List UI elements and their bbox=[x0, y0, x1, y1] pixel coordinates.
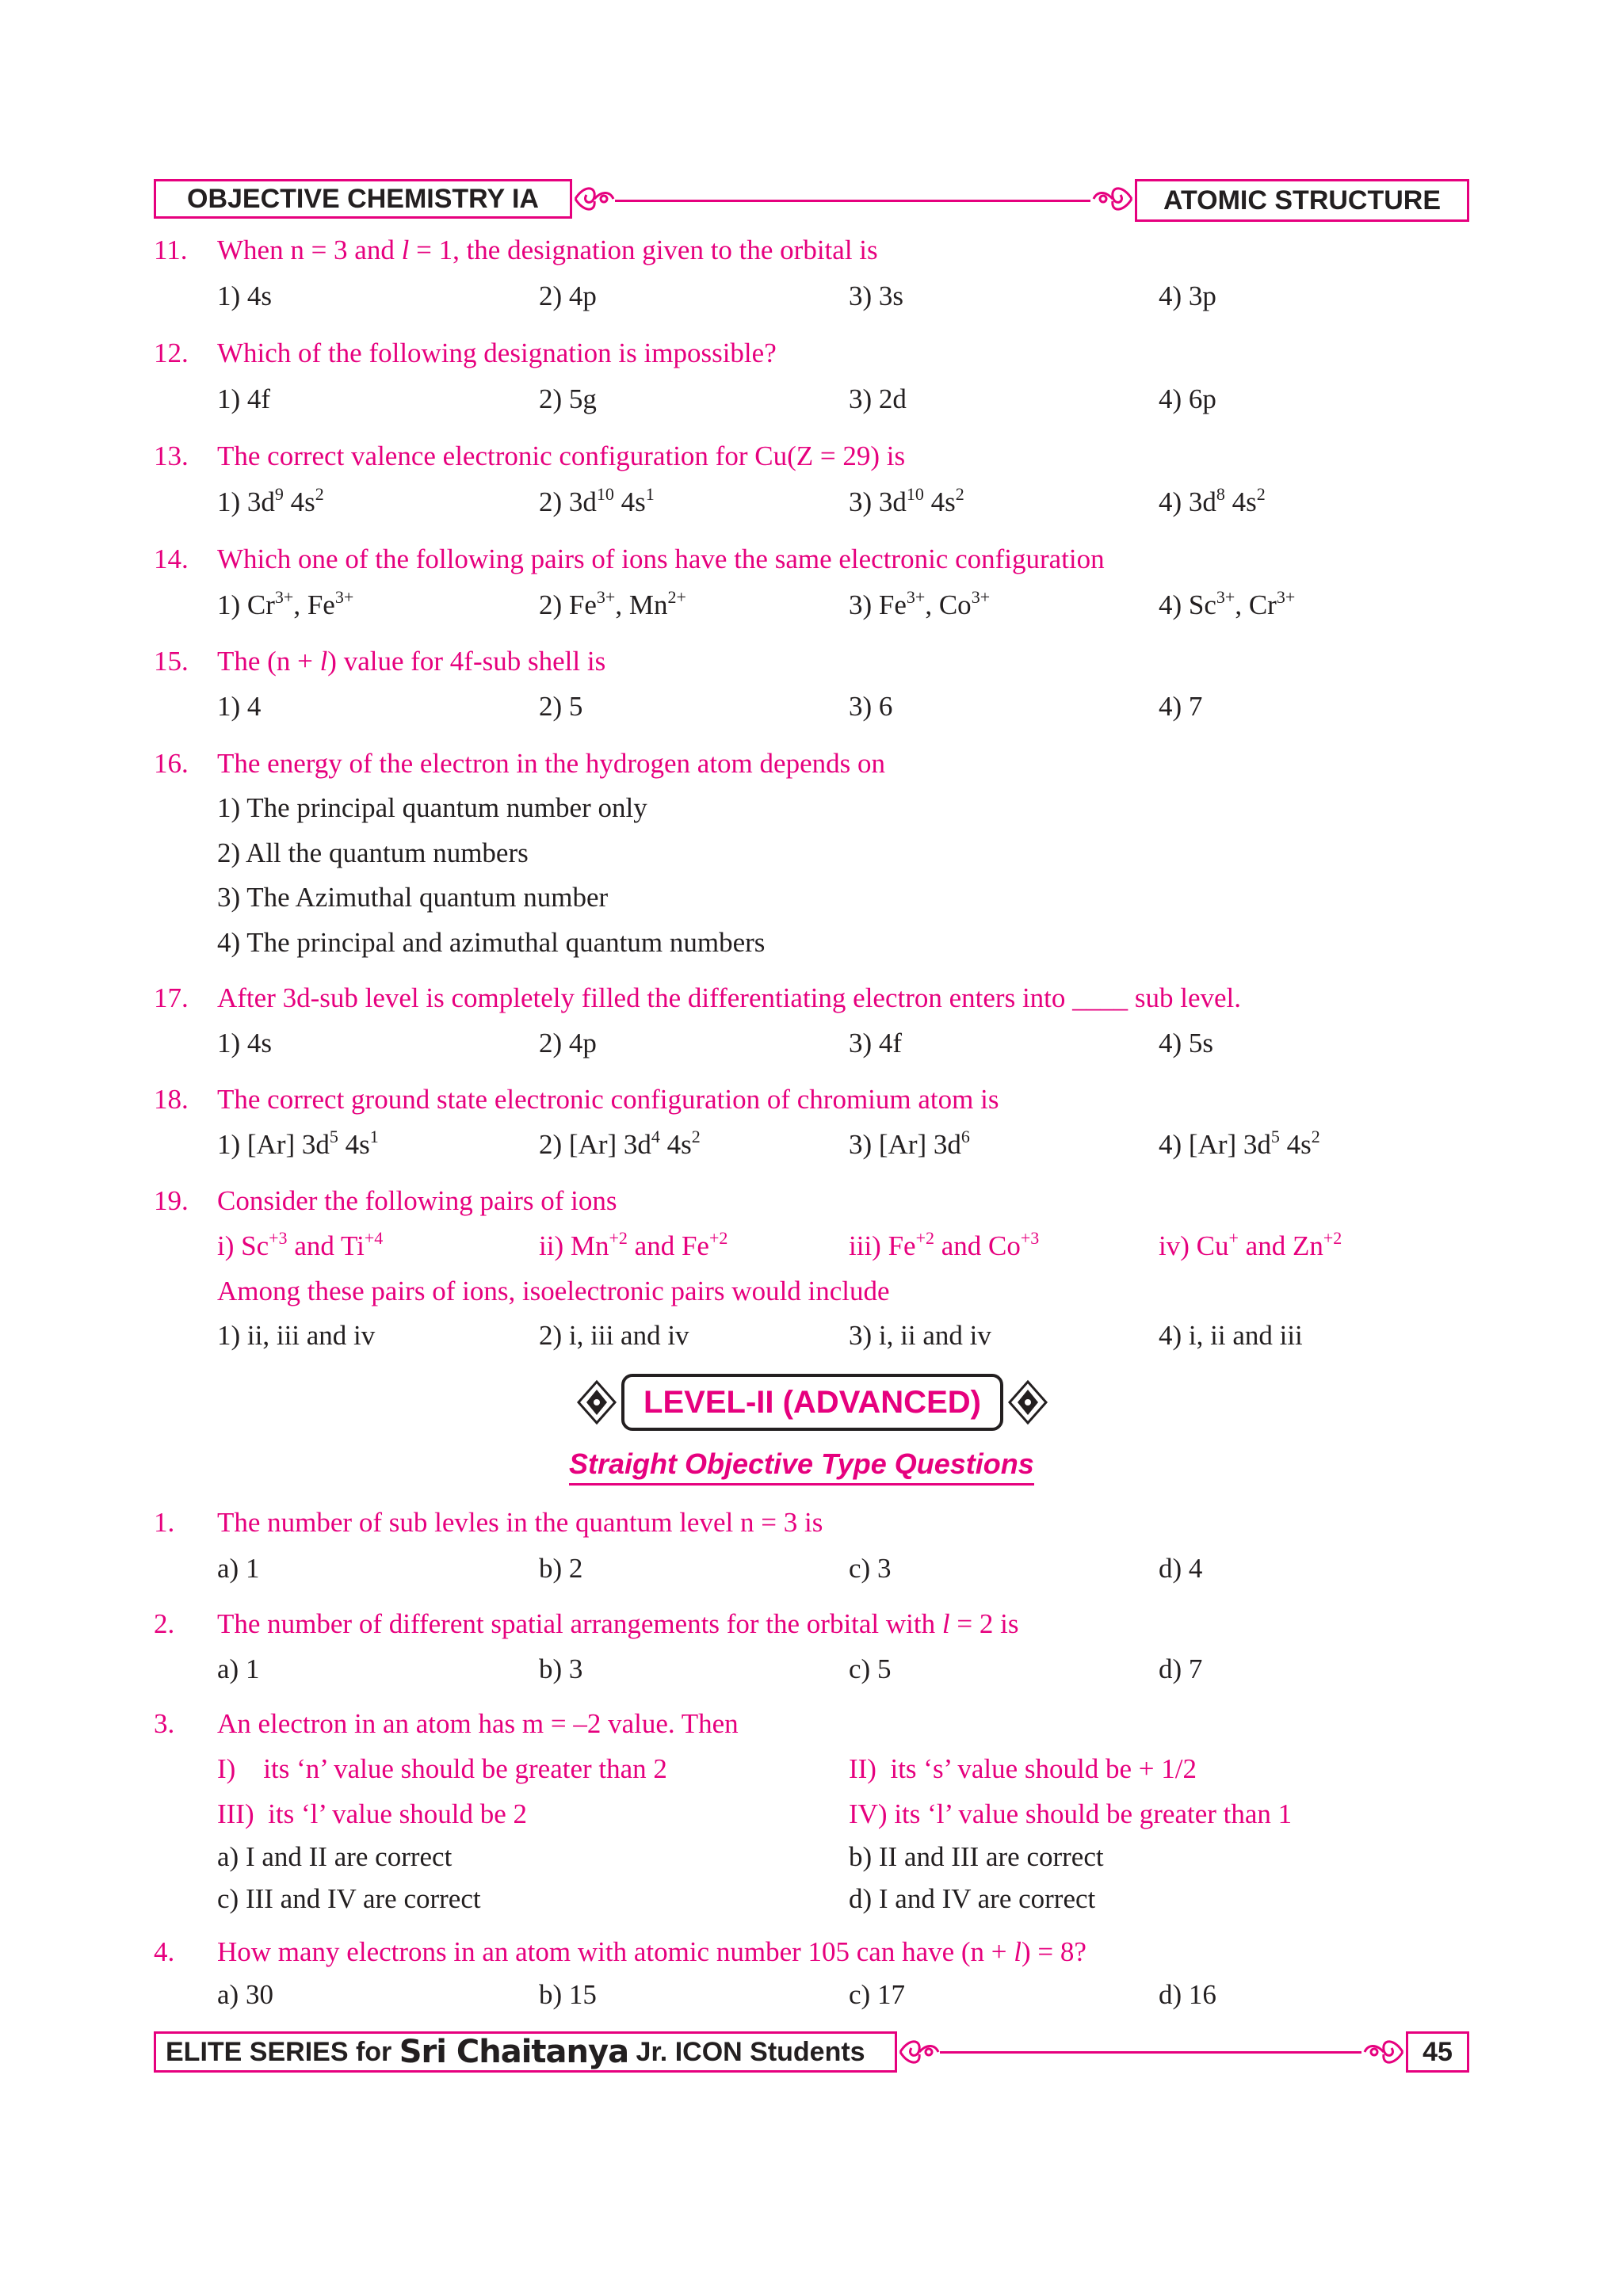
option: 4) 3p bbox=[1159, 280, 1216, 311]
option: 2) 5g bbox=[539, 383, 597, 414]
footer-left-ornament bbox=[897, 2031, 941, 2073]
question-text: The correct ground state electronic configuration of chromium atom is bbox=[217, 1084, 999, 1115]
option: d) 16 bbox=[1159, 1979, 1216, 2010]
statement: II) its ‘s’ value should be + 1/2 bbox=[849, 1753, 1197, 1784]
option: 1) 4f bbox=[217, 383, 271, 414]
option: 3) 6 bbox=[849, 691, 893, 722]
header-right-ornament bbox=[1090, 179, 1135, 219]
ion-pair: iv) Cu+ and $Zn^{+2}$ bbox=[1159, 1228, 1342, 1261]
option: b) II and III are correct bbox=[849, 1841, 1104, 1872]
option: c) 3 bbox=[849, 1553, 892, 1584]
question-number: 3. bbox=[154, 1708, 175, 1739]
option: 4) $3d^8$ $4s^2$ bbox=[1159, 484, 1266, 517]
option: 3) $3d^{10}$ $4s^2$ bbox=[849, 484, 964, 517]
option: 1) 4 bbox=[217, 691, 262, 722]
option: b) 2 bbox=[539, 1553, 583, 1584]
header-rule bbox=[615, 200, 1090, 202]
option: a) 30 bbox=[217, 1979, 273, 2010]
option: 1) The principal quantum number only bbox=[217, 792, 647, 823]
question-text: The energy of the electron in the hydrogen atom depends on bbox=[217, 748, 885, 779]
question-number: 2. bbox=[154, 1608, 175, 1639]
footer-brand: Sri Chaitanya bbox=[399, 2034, 629, 2070]
option: 2) 4p bbox=[539, 1028, 597, 1058]
question-text: The correct valence electronic configuration for Cu(Z = 29) is bbox=[217, 441, 906, 471]
option: 1) [Ar] $3d^5$ $4s^1$ bbox=[217, 1127, 379, 1160]
option: 4) i, ii and iii bbox=[1159, 1320, 1303, 1351]
footer-students-text: Jr. ICON Students bbox=[628, 2036, 865, 2067]
option: 2) [Ar] $3d^4$ $4s^2$ bbox=[539, 1127, 701, 1160]
option: 2) All the quantum numbers bbox=[217, 837, 529, 868]
header-left-ornament bbox=[572, 179, 617, 219]
option: c) 5 bbox=[849, 1653, 892, 1684]
option: 3) 4f bbox=[849, 1028, 903, 1058]
option: 1) ii, iii and iv bbox=[217, 1320, 376, 1351]
option: 4) [Ar] $3d^5$ $4s^2$ bbox=[1159, 1127, 1320, 1160]
statement: I) its ‘n’ value should be greater than 2 bbox=[217, 1753, 667, 1784]
question-number: 11. bbox=[154, 235, 188, 265]
question-text: Consider the following pairs of ions bbox=[217, 1185, 617, 1216]
option: 3) $Fe^{3+}$, $Co^{3+}$ bbox=[849, 587, 991, 620]
statement: III) its ‘l’ value should be 2 bbox=[217, 1798, 528, 1829]
level-title-box bbox=[621, 1374, 1003, 1431]
option: d) 7 bbox=[1159, 1653, 1203, 1684]
question-number: 18. bbox=[154, 1084, 189, 1115]
option: a) 1 bbox=[217, 1653, 260, 1684]
question-number: 16. bbox=[154, 748, 189, 779]
footer-rule bbox=[940, 2051, 1361, 2054]
option: 1) $3d^9$ $4s^2$ bbox=[217, 484, 324, 517]
question-text: How many electrons in an atom with atomic number 105 can have (n + l) = 8? bbox=[217, 1936, 1086, 1967]
page-number-box bbox=[1406, 2031, 1469, 2073]
question-number: 12. bbox=[154, 338, 189, 368]
option: 2) 5 bbox=[539, 691, 583, 722]
question-number: 14. bbox=[154, 543, 189, 574]
question-text: Which of the following designation is impossible? bbox=[217, 338, 777, 368]
option: 2) $Fe^{3+}$, $Mn^{2+}$ bbox=[539, 587, 686, 620]
option: 2) i, iii and iv bbox=[539, 1320, 689, 1351]
question-text: The number of sub levles in the quantum level n = 3 is bbox=[217, 1507, 823, 1538]
statement: IV) its ‘l’ value should be greater than 1 bbox=[849, 1798, 1293, 1829]
page-number: 45 bbox=[1423, 2036, 1453, 2067]
level-title: LEVEL-II (ADVANCED) bbox=[643, 1384, 981, 1420]
question-number: 4. bbox=[154, 1936, 175, 1967]
level-right-ornament bbox=[1006, 1379, 1049, 1426]
question-19-continuation: Among these pairs of ions, isoelectronic pairs would include bbox=[217, 1276, 890, 1306]
header-left-box bbox=[154, 179, 572, 219]
question-text: The number of different spatial arrangements for the orbital with l = 2 is bbox=[217, 1608, 1019, 1639]
option: 4) The principal and azimuthal quantum numbers bbox=[217, 927, 766, 958]
option: c) III and IV are correct bbox=[217, 1883, 481, 1914]
question-number: 1. bbox=[154, 1507, 175, 1538]
header-right-title: ATOMIC STRUCTURE bbox=[1163, 185, 1442, 215]
question-number: 17. bbox=[154, 982, 189, 1013]
question-text: Which one of the following pairs of ions have the same electronic configuration bbox=[217, 543, 1105, 574]
option: b) 15 bbox=[539, 1979, 597, 2010]
question-text: After 3d-sub level is completely filled the differentiating electron enters into ____ sub level. bbox=[217, 982, 1242, 1013]
option: 2) $3d^{10}$ $4s^1$ bbox=[539, 484, 655, 517]
option: a) 1 bbox=[217, 1553, 260, 1584]
option: a) I and II are correct bbox=[217, 1841, 453, 1872]
ion-pair: ii) $Mn^{+2}$ and $Fe^{+2}$ bbox=[539, 1228, 728, 1261]
option: b) 3 bbox=[539, 1653, 583, 1684]
option: 3) The Azimuthal quantum number bbox=[217, 882, 609, 913]
question-number: 15. bbox=[154, 646, 189, 677]
option: 4) 5s bbox=[1159, 1028, 1214, 1058]
footer-right-ornament bbox=[1361, 2031, 1406, 2073]
option: d) I and IV are correct bbox=[849, 1883, 1096, 1914]
option: 4) 6p bbox=[1159, 383, 1216, 414]
ion-pair: i) $Sc^{+3}$ and $Ti^{+4}$ bbox=[217, 1228, 384, 1261]
question-number: 13. bbox=[154, 441, 189, 471]
header-left-title: OBJECTIVE CHEMISTRY IA bbox=[187, 183, 539, 214]
option: 2) 4p bbox=[539, 280, 597, 311]
option: d) 4 bbox=[1159, 1553, 1203, 1584]
question-text: The (n + l) value for 4f-sub shell is bbox=[217, 646, 606, 677]
option: 3) 2d bbox=[849, 383, 907, 414]
footer-left-box bbox=[154, 2031, 897, 2073]
question-text: An electron in an atom has m = –2 value. Then bbox=[217, 1708, 739, 1739]
footer-series-text: ELITE SERIES for bbox=[166, 2036, 399, 2067]
option: 1) 4s bbox=[217, 1028, 273, 1058]
option: c) 17 bbox=[849, 1979, 905, 2010]
option: 1) 4s bbox=[217, 280, 273, 311]
level-left-ornament bbox=[575, 1379, 618, 1426]
option: 4) 7 bbox=[1159, 691, 1203, 722]
question-number: 19. bbox=[154, 1185, 189, 1216]
option: 3) i, ii and iv bbox=[849, 1320, 991, 1351]
section-subtitle: Straight Objective Type Questions bbox=[569, 1447, 1034, 1486]
question-text: When n = 3 and l = 1, the designation given to the orbital is bbox=[217, 235, 878, 265]
ion-pair: iii) $Fe^{+2}$ and $Co^{+3}$ bbox=[849, 1228, 1040, 1261]
option: 3) [Ar] $3d^6$ bbox=[849, 1127, 970, 1160]
option: 4) $Sc^{3+}$, $Cr^{3+}$ bbox=[1159, 587, 1296, 620]
option: 3) 3s bbox=[849, 280, 904, 311]
option: 1) $Cr^{3+}$, $Fe^{3+}$ bbox=[217, 587, 354, 620]
header-right-box bbox=[1135, 179, 1469, 222]
